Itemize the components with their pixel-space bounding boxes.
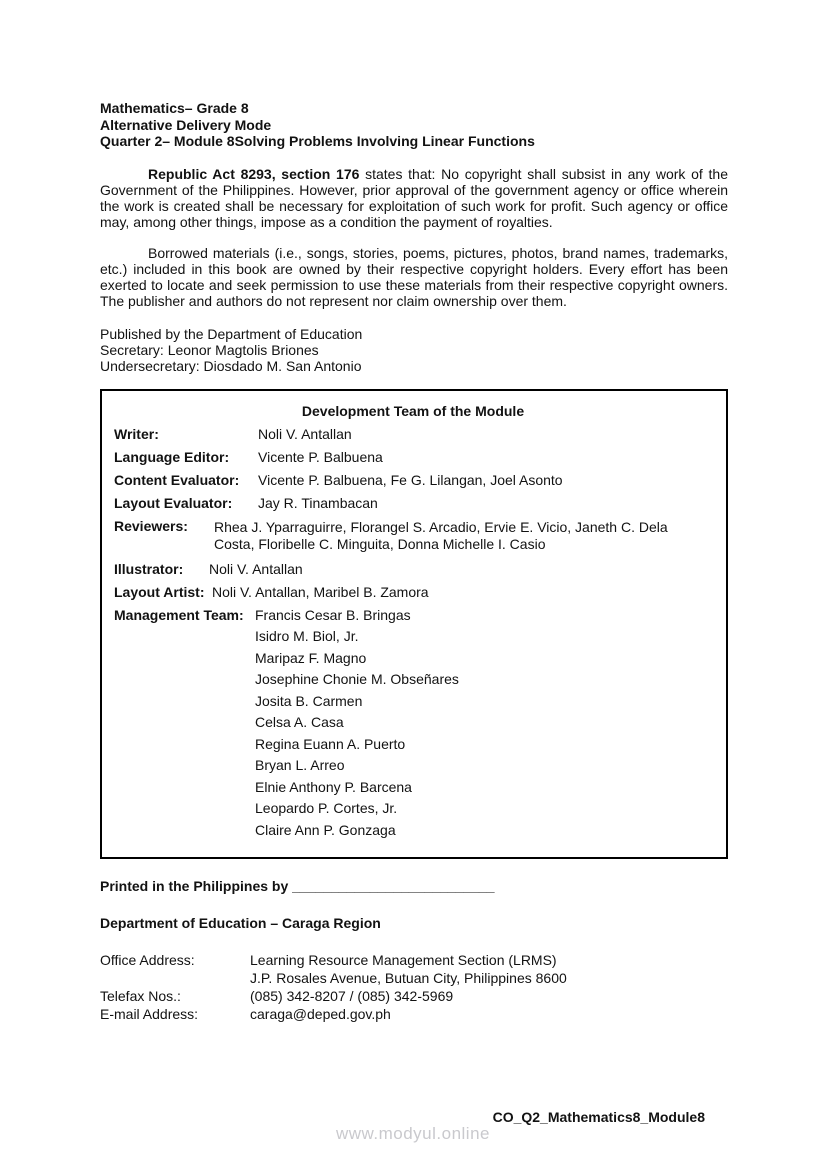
row-value: Noli V. Antallan bbox=[258, 425, 352, 442]
publisher-block bbox=[100, 326, 728, 374]
management-member: Regina Euann A. Puerto bbox=[255, 735, 406, 752]
management-member: Isidro M. Biol, Jr. bbox=[255, 628, 359, 644]
row-label: Reviewers: bbox=[114, 517, 188, 534]
management-team-names bbox=[255, 608, 459, 845]
management-member: Bryan L. Arreo bbox=[255, 757, 345, 773]
table-row-reviewers bbox=[114, 519, 712, 553]
contact-row-office bbox=[100, 951, 728, 987]
row-label: Content Evaluator: bbox=[114, 471, 240, 488]
management-member: Josephine Chonie M. Obseñares bbox=[255, 671, 459, 687]
row-value: Vicente P. Balbuena, Fe G. Lilangan, Joel Asonto bbox=[258, 471, 563, 488]
header-mode-line: Alternative Delivery Mode bbox=[100, 116, 272, 133]
row-label: Writer: bbox=[114, 425, 159, 442]
management-member: Maripaz F. Magno bbox=[255, 649, 367, 666]
management-member: Josita B. Carmen bbox=[255, 692, 363, 709]
office-address-line-1: Learning Resource Management Section (LRMS) bbox=[250, 952, 557, 968]
management-member: Celsa A. Casa bbox=[255, 714, 344, 730]
telefax-label: Telefax Nos.: bbox=[100, 988, 181, 1004]
office-address-value bbox=[250, 951, 728, 987]
printed-in-blank: __________________________ bbox=[292, 878, 495, 894]
office-address-label: Office Address: bbox=[100, 952, 195, 968]
row-label: Layout Evaluator: bbox=[114, 494, 233, 511]
printed-in-text: Printed in the Philippines by bbox=[100, 878, 293, 894]
row-value: Vicente P. Balbuena bbox=[258, 448, 383, 465]
republic-act-body: states that: No copyright shall subsist in any work of the Government of the Philippines. However, prior approval of the government agency or office wherein the work is created shall be necessary for exploitation of such work for profit. Such agency or office may, among other things, impose as a condition the payment of royalties. bbox=[100, 165, 728, 230]
row-label: Illustrator: bbox=[114, 560, 184, 577]
contact-block bbox=[100, 951, 728, 1023]
development-team-title: Development Team of the Module bbox=[301, 402, 525, 419]
footer-module-code: CO_Q2_Mathematics8_Module8 bbox=[492, 1109, 705, 1125]
page-content bbox=[100, 100, 728, 1023]
table-row-management-team bbox=[114, 608, 712, 845]
published-by-line: Published by the Department of Education bbox=[100, 325, 363, 342]
row-label: Language Editor: bbox=[114, 448, 230, 465]
management-member: Claire Ann P. Gonzaga bbox=[255, 821, 396, 838]
contact-row-telefax bbox=[100, 987, 728, 1005]
email-label: E-mail Address: bbox=[100, 1006, 199, 1022]
republic-act-lead: Republic Act 8293, section 176 bbox=[148, 165, 360, 182]
table-row-layout-evaluator bbox=[114, 496, 712, 510]
table-row-writer bbox=[114, 427, 712, 441]
region-heading: Department of Education – Caraga Region bbox=[100, 915, 381, 931]
contact-row-email bbox=[100, 1005, 728, 1023]
row-value: Noli V. Antallan bbox=[209, 560, 303, 577]
table-row-content-evaluator bbox=[114, 473, 712, 487]
management-member: Leopardo P. Cortes, Jr. bbox=[255, 800, 398, 816]
office-address-line-2: J.P. Rosales Avenue, Butuan City, Philippines 8600 bbox=[250, 970, 567, 986]
header-module-title-line: Quarter 2– Module 8Solving Problems Involving Linear Functions bbox=[100, 133, 535, 149]
table-row-layout-artist bbox=[114, 585, 712, 599]
telefax-value: (085) 342-8207 / (085) 342-5969 bbox=[250, 988, 454, 1004]
header-subject-line: Mathematics– Grade 8 bbox=[100, 100, 249, 116]
management-member: Francis Cesar B. Bringas bbox=[255, 606, 411, 623]
site-watermark: www.modyul.online bbox=[335, 1124, 490, 1143]
row-value: Noli V. Antallan, Maribel B. Zamora bbox=[212, 583, 429, 600]
development-team-table bbox=[100, 389, 728, 860]
secretary-line: Secretary: Leonor Magtolis Briones bbox=[100, 341, 319, 358]
management-member: Elnie Anthony P. Barcena bbox=[255, 778, 412, 795]
row-label: Management Team: bbox=[114, 606, 244, 623]
copyright-paragraph-1 bbox=[100, 166, 728, 230]
row-label: Layout Artist: bbox=[114, 583, 205, 600]
row-value: Jay R. Tinambacan bbox=[258, 494, 378, 511]
copyright-paragraph-2: Borrowed materials (i.e., songs, stories, poems, pictures, photos, brand names, trademarks, etc.) included in this book are owned by their respective copyright holders. Every effort has been exerted to locate and seek permission to use these materials from their respective copyright owners. The publisher and authors do not represent nor claim ownership over them. bbox=[100, 244, 728, 309]
module-header bbox=[100, 100, 728, 150]
printed-in-line bbox=[100, 878, 728, 894]
undersecretary-line: Undersecretary: Diosdado M. San Antonio bbox=[100, 357, 362, 374]
row-value: Rhea J. Yparraguirre, Florangel S. Arcadio, Ervie E. Vicio, Janeth C. Dela Costa, Floribelle C. Minguita, Donna Michelle I. Casio bbox=[214, 518, 668, 552]
email-value: caraga@deped.gov.ph bbox=[250, 1006, 391, 1022]
table-row-illustrator bbox=[114, 562, 712, 576]
table-row-language-editor bbox=[114, 450, 712, 464]
